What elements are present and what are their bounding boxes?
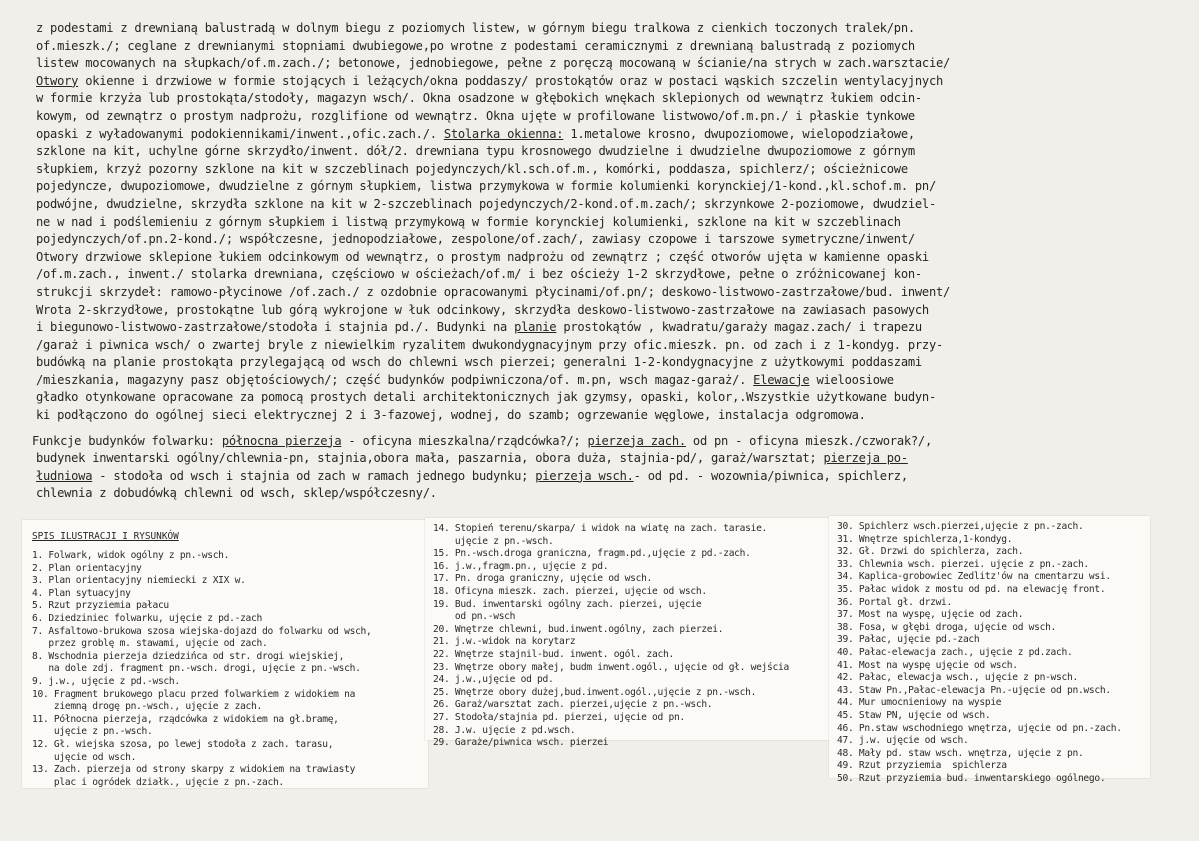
list-item: 12. Gł. wiejska szosa, po lewej stodoła z zach. tarasu, [32, 738, 334, 750]
list-item: 50. Rzut przyziemia bud. inwentarskiego ogólnego. [837, 772, 1106, 784]
text-line: budynek inwentarski ogólny/chlewnia-pn, stajnia,obora mała, paszarnia, obora duża, stajnia-pd/, garaż/warsztat; pierzeja po- [36, 451, 908, 466]
list-item: 32. Gł. Drzwi do spichlerza, zach. [837, 546, 1024, 558]
text-line: pojedynczych/of.pn.2-kond./; współczesne, jednopodziałowe, zespolone/of.zach/, zawiasy czopowe i tarszowe symetryczne/inwent/ [36, 232, 915, 247]
list-item: 45. Staw PN, ujęcie od wsch. [837, 709, 991, 721]
text-line: opaski z wyładowanymi podokiennikami/inwent.,ofic.zach./. Stolarka okienna: 1.metalowe krosno, dwupoziomowe, wielopodziałowe, [36, 126, 915, 141]
list-item: 42. Pałac, elewacja wsch., ujęcie z pn-wsch. [837, 672, 1078, 684]
main-text [32, 20, 1166, 503]
list-item: 46. Pn.staw wschodniego wnętrza, ujęcie od pn.-zach. [837, 722, 1122, 734]
text-line: szklone na kit, uchylne górne skrzydło/inwent. dół/2. drewniana typu krosnowego dwudzielne i dwudzielne dwupoziomowe z górnym [36, 144, 915, 159]
list-item: 40. Pałac-elewacja zach., ujęcie z pd.zach. [837, 646, 1073, 658]
list-item: ujęcie z pn.-wsch. [433, 535, 554, 547]
text-line: w formie krzyża lub prostokąta/stodoły, magazyn wsch/. Okna osadzone w głębokich wnękach sklepionych od wewnątrz łukiem odcin- [36, 91, 922, 106]
text-line: słupkiem, krzyż pozorny szklone na kit w szczeblinach pojedynczych/kl.sch.of.m., komórki, poddasza, spichlerz/; ościeżnicowe [36, 161, 908, 176]
text-line: strukcji skrzydeł: ramowo-płycinowe /of.zach./ z ozdobnie opracowanymi płycinami/of.pn/; deskowo-listwowo-zastrzałowe/bud. inwent/ [36, 284, 951, 299]
list-item: 2. Plan orientacyjny [32, 562, 142, 574]
list-item: 34. Kaplica-grobowiec Zedlitz'ów na cmentarzu wsi. [837, 571, 1111, 583]
list-item: 43. Staw Pn.,Pałac-elewacja Pn.-ujęcie od pn.wsch. [837, 684, 1111, 696]
list-item: 20. Wnętrze chlewni, bud.inwent.ogólny, zach pierzei. [433, 623, 724, 635]
text-line: chlewnia z dobudówką chlewni od wsch, sklep/współczesny/. [36, 486, 437, 501]
list-item: 5. Rzut przyziemia pałacu [32, 600, 169, 612]
list-item: 4. Plan sytuacyjny [32, 587, 131, 599]
text-line: kowym, od zewnątrz o prostym nadprożu, rozglifione od wewnątrz. Okna ujęte w profilowane listwowo/of.m.pn./ i płaskie tynkowe [36, 108, 915, 123]
list-item: 16. j.w.,fragm.pn., ujęcie z pd. [433, 560, 609, 572]
text-line: budówką na planie prostokąta przylegającą od wsch do chlewni wsch pierzei; generalni 1-2-kondygnacyjne z użytkowymi poddaszami [36, 355, 922, 370]
west-range-link: pierzeja zach. [587, 433, 686, 448]
list-item: 6. Dziedziniec folwarku, ujęcie z pd.-zach [32, 612, 262, 624]
list-item: 23. Wnętrze obory małej, budm inwent.ogól., ujęcie od gł. wejścia [433, 661, 789, 673]
list-item: 49. Rzut przyziemia spichlerza [837, 760, 1007, 772]
text-line: of.mieszk./; ceglane z drewnianymi stopniami dwubiegowe,po wrotne z podestami ceramicznymi z drewnianą balustradą z poziomych [36, 38, 915, 53]
list-item: ujęcie od wsch. [32, 751, 137, 763]
list-item: 10. Fragment brukowego placu przed folwarkiem z widokiem na [32, 688, 356, 700]
list-item: plac i ogródek działk., ujęcie z pn.-zach. [32, 776, 284, 788]
text-line: gładko otynkowane opracowane za pomocą prostych detali architektonicznych jak gzymsy, opaski, kolor,.Wszystkie użytkowane budyn- [36, 390, 936, 405]
illustration-list [32, 550, 372, 789]
list-item: 13. Zach. pierzeja od strony skarpy z widokiem na trawiasty [32, 764, 356, 776]
list-item: 31. Wnętrze spichlerza,1-kondyg. [837, 533, 1013, 545]
heading-otwory: Otwory [36, 73, 79, 88]
text-line: z podestami z drewnianą balustradą w dolnym biegu z poziomych listew, w górnym biegu tralkowa z cienkich toczonych tralek/pn. [36, 21, 915, 35]
list-item: 21. j.w.-widok na korytarz [433, 636, 576, 648]
list-item: przez groblę m. stawami, ujęcie od zach. [32, 638, 268, 650]
text-line: łudniowa - stodoła od wsch i stajnia od zach w ramach jednego budynku; pierzeja wsch.- od pd. - wozownia/piwnica, spichlerz, [36, 468, 908, 483]
illustration-list-slip-2 [425, 518, 830, 749]
illustration-list-slip-3 [829, 516, 1150, 784]
list-item: ujęcie z pn.-wsch. [32, 726, 153, 738]
list-item: 37. Most na wyspę, ujęcie od zach. [837, 609, 1024, 621]
list-item: 22. Wnętrze stajnil-bud. inwent. ogól. zach. [433, 648, 674, 660]
east-range-link: pierzeja wsch. [535, 468, 634, 483]
list-item: 8. Wschodnia pierzeja dziedzińca od str. drogi wiejskiej, [32, 650, 345, 662]
list-item: 26. Garaż/warsztat zach. pierzei,ujęcie z pn.-wsch. [433, 699, 713, 711]
text-line: ki podłączono do ogólnej sieci elektrycznej 2 i 3-fazowej, wodnej, do szamb; ogrzewanie węglowe, instalacja odgromowa. [36, 408, 866, 423]
illustration-list-slip-1 [22, 520, 428, 788]
heading-elewacje: Elewacje [753, 372, 810, 387]
list-item: 18. Oficyna mieszk. zach. pierzei, ujęcie od wsch. [433, 585, 707, 597]
text-line: /garaż i piwnica wsch/ o zwartej bryle z niewielkim ryzalitem dwukondygnacyjnym przy ofic.mieszk. pn. od zach i z 1-kondyg. przy- [36, 337, 944, 352]
text-line: ne w nad i podślemieniu z górnym słupkiem i listwą przymykową w formie korynckiej kolumienki, szklone na kit w szczeblinach [36, 214, 901, 229]
text-line: Otwory okienne i drzwiowe w formie stojących i leżących/okna poddaszy/ prostokątów oraz w postaci wąskich szczelin wentylacyjnych [36, 73, 944, 88]
list-item: 36. Portal gł. drzwi. [837, 596, 952, 608]
list-item: 25. Wnętrze obory dużej,bud.inwent.ogól.,ujęcie z pn.-wsch. [433, 686, 757, 698]
north-range-link: północna pierzeja [221, 433, 342, 448]
functions-line: Funkcje budynków folwarku: północna pierzeja - oficyna mieszkalna/rządcówka?/; pierzeja zach. od pn - oficyna mieszk./czworak?/, [32, 433, 932, 448]
text-line: listew mocowanych na słupkach/of.m.zach./; betonowe, jednobiegowe, pełne z poręczą mocowaną w ścianie/na strych w zach.warsztacie/ [36, 56, 951, 71]
list-item: 17. Pn. droga graniczny, ujęcie od wsch. [433, 573, 653, 585]
list-item: 24. j.w.,ujęcie od pd. [433, 674, 554, 686]
list-item: 30. Spichlerz wsch.pierzei,ujęcie z pn.-zach. [837, 521, 1084, 532]
text-line: podwójne, dwudzielne, skrzydła szklone na kit w 2-szczeblinach pojedynczych/2-kond.of.m.zach/; skrzynkowe 2-poziomowe, dwudziel- [36, 196, 936, 211]
list-item: na dole zdj. fragment pn.-wsch. drogi, ujęcie z pn.-wsch. [32, 663, 361, 675]
text-line: pojedyncze, dwupoziomowe, dwudzielne z górnym słupkiem, listwa przymykowa w formie kolumienki korynckiej/1-kond.,kl.schof.m. pn/ [36, 179, 936, 194]
south-range-link: pierzeja po- [823, 451, 908, 466]
list-item: 44. Mur umocnieniowy na wyspie [837, 697, 1002, 709]
list-item: 27. Stodoła/stajnia pd. pierzei, ujęcie od pn. [433, 711, 685, 723]
list-item: 29. Garaże/piwnica wsch. pierzei [433, 737, 609, 749]
list-item: 19. Bud. inwentarski ogólny zach. pierzei, ujęcie [433, 598, 702, 610]
heading-stolarka: Stolarka okienna: [443, 126, 564, 141]
list-item: 3. Plan orientacyjny niemiecki z XIX w. [32, 575, 246, 587]
list-item: 9. j.w., ujęcie z pd.-wsch. [32, 675, 180, 687]
list-title: SPIS ILUSTRACJI I RYSUNKÓW [32, 531, 179, 542]
list-item: 39. Pałac, ujęcie pd.-zach [837, 634, 980, 646]
list-item: 35. Pałac widok z mostu od pd. na elewację front. [837, 583, 1106, 595]
list-item: 33. Chlewnia wsch. pierzei. ujęcie z pn.-zach. [837, 558, 1089, 570]
list-item: 11. Północna pierzeja, rządcówka z widokiem na gł.bramę, [32, 713, 339, 725]
list-item: ziemną drogę pn.-wsch., ujęcie z zach. [32, 701, 262, 713]
list-item: 47. j.w. ujęcie od wsch. [837, 735, 969, 747]
list-item: 7. Asfaltowo-brukowa szosa wiejska-dojazd do folwarku od wsch, [32, 625, 372, 637]
text-line: i biegunowo-listwowo-zastrzałowe/stodoła i stajnia pd./. Budynki na planie prostokątów , kwadratu/garaży magaz.zach/ i trapezu [36, 320, 922, 335]
list-item: 1. Folwark, widok ogólny z pn.-wsch. [32, 550, 230, 561]
text-line: Wrota 2-skrzydłowe, prostokątne lub górą wykrojone w łuk odcinkowy, skrzydła deskowo-listwowo-zastrzałowe na zawiasach pasowych [36, 302, 929, 317]
list-item: 28. J.w. ujęcie z pd.wsch. [433, 724, 576, 736]
list-item: 41. Most na wyspę ujęcie od wsch. [837, 659, 1018, 671]
text-line: /mieszkania, magazyny pasz objętościowych/; część budynków podpiwniczona/of. m.pn, wsch magaz-garaż/. Elewacje wieloosiowe [36, 372, 894, 387]
list-item: 14. Stopień terenu/skarpa/ i widok na wiatę na zach. tarasie. [433, 523, 768, 534]
text-line: /of.m.zach., inwent./ stolarka drewniana, częściowo w ościeżach/of.m/ i bez ościeży 1-2 skrzydłowe, pełne o zróżnicowanej kon- [36, 267, 922, 282]
heading-planie: planie [514, 320, 557, 335]
illustration-list [837, 521, 1122, 785]
list-item: 38. Fosa, w głębi droga, ujęcie od wsch. [837, 621, 1057, 633]
list-item: od pn.-wsch [433, 611, 516, 623]
text-line: Otwory drzwiowe sklepione łukiem odcinkowym od wewnątrz, o prostym nadprożu od zewnątrz ; część otworów ujęta w kamienne opaski [36, 249, 929, 264]
illustration-list [433, 523, 789, 750]
list-item: 48. Mały pd. staw wsch. wnętrza, ujęcie z pn. [837, 747, 1084, 759]
list-item: 15. Pn.-wsch.droga graniczna, fragm.pd.,ujęcie z pd.-zach. [433, 548, 751, 560]
